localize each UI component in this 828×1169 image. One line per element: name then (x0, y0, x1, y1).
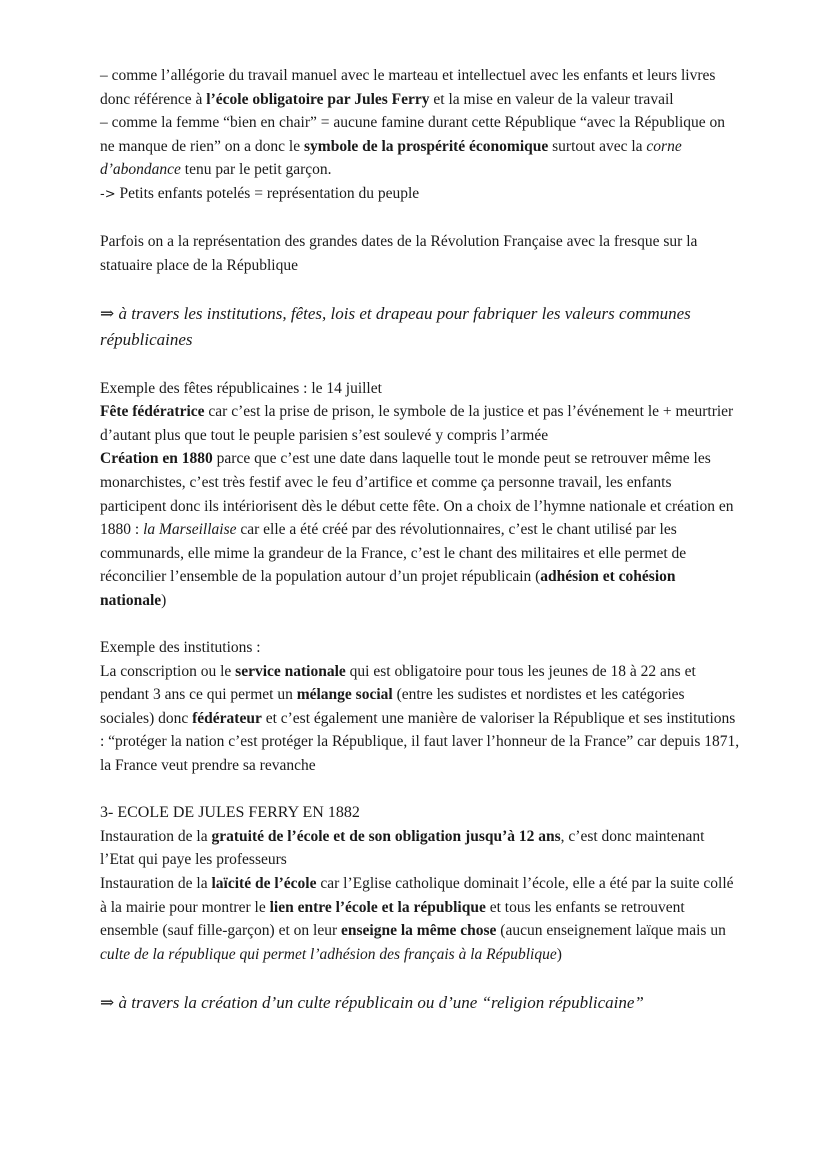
text: et c’est également une manière de valoriser la République et ses institutions : “protéger la nation c’est protéger la République, il faut laver l’honneur de la France” car depuis 1871, la France veut prendre sa revanche (100, 709, 740, 775)
bold-adhesion-cohesion: adhésion et cohésion nationale (100, 568, 676, 609)
section-heading-ecole: 3- ECOLE DE JULES FERRY EN 1882 (100, 804, 360, 822)
text: parce que c’est une date dans laquelle tout le monde peut se retrouver même les monarchistes, c’est très festif avec le feu d’artifice et comme ça personne travail, les enfants participent donc ils intériorisent dès le début cette fête. On a choix de l’hymne nationale et création en 1880 : (100, 450, 734, 539)
text: car l’Eglise catholique dominait l’école, elle a été par la suite collé à la mairie pour montrer le (100, 875, 734, 916)
italic-culte-republique: culte de la république qui permet l’adhésion des français à la République (100, 945, 557, 963)
implies-arrow-icon: ⇒ (100, 303, 115, 323)
text: (entre les sudistes et nordistes et les catégories sociales) donc (100, 686, 685, 727)
text: et tous les enfants se retrouvent ensemble (sauf fille-garçon) et on leur (100, 898, 685, 940)
text: car elle a été créé par des révolutionnaires, c’est le chant utilisé par les communards, elle mime la grandeur de la France, c’est le chant des militaires et elle permet de réconcilier l’ensemble de la population autour d’un projet républicain ( (100, 521, 687, 586)
text: (aucun enseignement laïque mais un (496, 922, 726, 940)
conclusion-text: à travers la création d’un culte républicain ou d’une “religion républicaine” (114, 992, 644, 1012)
arrow-icon: -> (100, 186, 116, 202)
paragraph-enfants-potteles (100, 182, 740, 207)
text: ) (161, 591, 167, 609)
text: Instauration de la (100, 875, 212, 892)
text: et la mise en valeur de la valeur travail (429, 90, 674, 108)
paragraph-fete-federatrice (100, 400, 740, 447)
fetes-intro: Exemple des fêtes républicaines : le 14 juillet (100, 379, 382, 397)
bold-symbole-prosperite: symbole de la prospérité économique (304, 137, 549, 155)
conclusion-institutions (100, 301, 740, 353)
bold-gratuite-obligation: gratuité de l’école et de son obligation jusqu’à 12 ans (211, 827, 561, 845)
italic-corne-abondance: corne d’abondance (100, 137, 682, 179)
paragraph-conscription (100, 660, 740, 778)
bold-enseigne-meme-chose: enseigne la même chose (341, 922, 497, 940)
paragraph-grandes-dates: Parfois on a la représentation des grandes dates de la Révolution Française avec la fresque sur la statuaire place de la République (100, 233, 698, 274)
bold-service-nationale: service nationale (235, 662, 346, 680)
text: tenu par le petit garçon. (180, 161, 332, 179)
text: car c’est la prise de prison, le symbole de la justice et pas l’événement le + meurtrier d’autant plus que tout le peuple parisien s’est soulevé y compris l’armée (100, 403, 734, 444)
paragraph-allegorie-travail (100, 64, 740, 111)
paragraph-creation-1880 (100, 447, 740, 612)
paragraph-laicite (100, 872, 740, 966)
bold-melange-social: mélange social (296, 686, 393, 704)
text: , c’est donc maintenant l’Etat qui paye les professeurs (100, 827, 705, 869)
bold-ecole-obligatoire: l’école obligatoire par Jules Ferry (206, 90, 430, 108)
italic-marseillaise: la Marseillaise (143, 521, 237, 539)
conclusion-culte-republicain (100, 990, 740, 1016)
implies-arrow-icon: ⇒ (100, 992, 115, 1012)
text: – comme la femme “bien en chair” = aucune famine durant cette République “avec la République on ne manque de rien” on a donc le (100, 114, 726, 155)
paragraph-femme-bien-en-chair (100, 111, 740, 182)
bold-laicite-ecole: laïcité de l’école (211, 875, 317, 892)
paragraph-gratuite (100, 825, 740, 872)
bold-fete-federatrice: Fête fédératrice (100, 403, 205, 421)
text: ) (556, 945, 562, 963)
bold-creation-1880: Création en 1880 (100, 450, 213, 468)
text: qui est obligatoire pour tous les jeunes de 18 à 22 ans et pendant 3 ans ce qui permet un (100, 662, 696, 704)
document-page (100, 64, 740, 1016)
text: La conscription ou le (100, 662, 236, 680)
text: surtout avec la (548, 137, 647, 155)
text: Petits enfants potelés = représentation du peuple (115, 184, 420, 202)
text: Instauration de la (100, 827, 212, 845)
institutions-intro: Exemple des institutions : (100, 639, 261, 657)
text: – comme l’allégorie du travail manuel avec le marteau et intellectuel avec les enfants et leurs livres donc référence à (100, 67, 716, 108)
conclusion-text: à travers les institutions, fêtes, lois et drapeau pour fabriquer les valeurs communes républicaines (100, 303, 691, 349)
bold-federateur: fédérateur (192, 709, 262, 727)
bold-lien-ecole-republique: lien entre l’école et la république (269, 898, 486, 916)
